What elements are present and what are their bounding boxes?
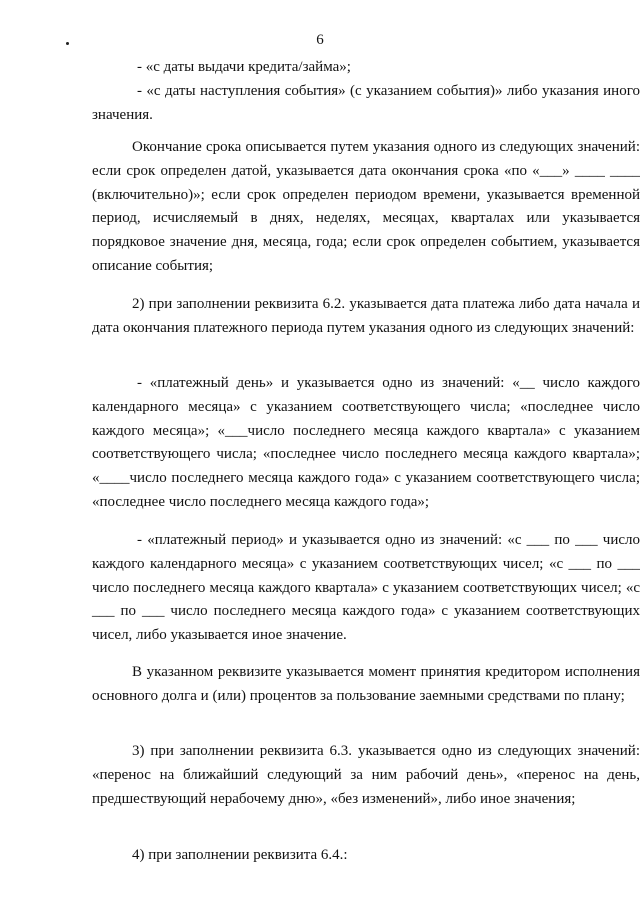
list-item-payment-day: - «платежный день» и указывается одно из значений: «__ число каждого календарного месяца» с указанием соответствующего числа; «последнее число каждого месяца»; «___число последнего месяца каждого квартала» с указанием соответствующего числа; «последнее число последнего месяца каждого квартала»; «____число последнего месяца каждого года» с указанием соответствующего числа; «последнее число последнего месяца каждого года»; — [92, 375, 640, 510]
list-item-event-date: - «с даты наступления события» (с указанием события)» либо указания иного значения. — [92, 83, 640, 123]
paragraph-item-6-3: 3) при заполнении реквизита 6.3. указывается одно из следующих значений: «перенос на ближайший следующий за ним рабочий день», «перенос на день, предшествующий нерабочему дню», «без изменений», либо иное значения; — [92, 743, 640, 807]
paragraph-item-6-4: 4) при заполнении реквизита 6.4.: — [132, 847, 348, 863]
page-number: 6 — [316, 32, 324, 48]
paragraph-item-6-2: 2) при заполнении реквизита 6.2. указывается дата платежа либо дата начала и дата окончания платежного периода путем указания одного из следующих значений: — [92, 296, 640, 336]
paragraph-creditor-acceptance: В указанном реквизите указывается момент принятия кредитором исполнения основного долга и (или) процентов за пользование заемными средствами по плану; — [92, 664, 640, 704]
list-item-payment-period: - «платежный период» и указывается одно из значений: «с ___ по ___ число каждого календарного месяца» с указанием соответствующих чисел; «с ___ по ___ число последнего месяца каждого квартала» с указанием соответствующих чисел; «с ___ по ___ число последнего месяца каждого года» с указанием соответствующих чисел, либо указывается иное значение. — [92, 532, 640, 644]
paragraph-term-end: Окончание срока описывается путем указания одного из следующих значений: если срок определен датой, указывается дата окончания срока «по «___» ____ ____ (включительно)»; если срок определен периодом времени, указывается временной период, исчисляемый в днях, неделях, месяцах, кварталах или указывается порядковое значение дня, месяца, года; если срок определен событием, указывается описание события; — [92, 139, 640, 274]
list-item-credit-date: - «с даты выдачи кредита/займа»; — [137, 59, 351, 75]
